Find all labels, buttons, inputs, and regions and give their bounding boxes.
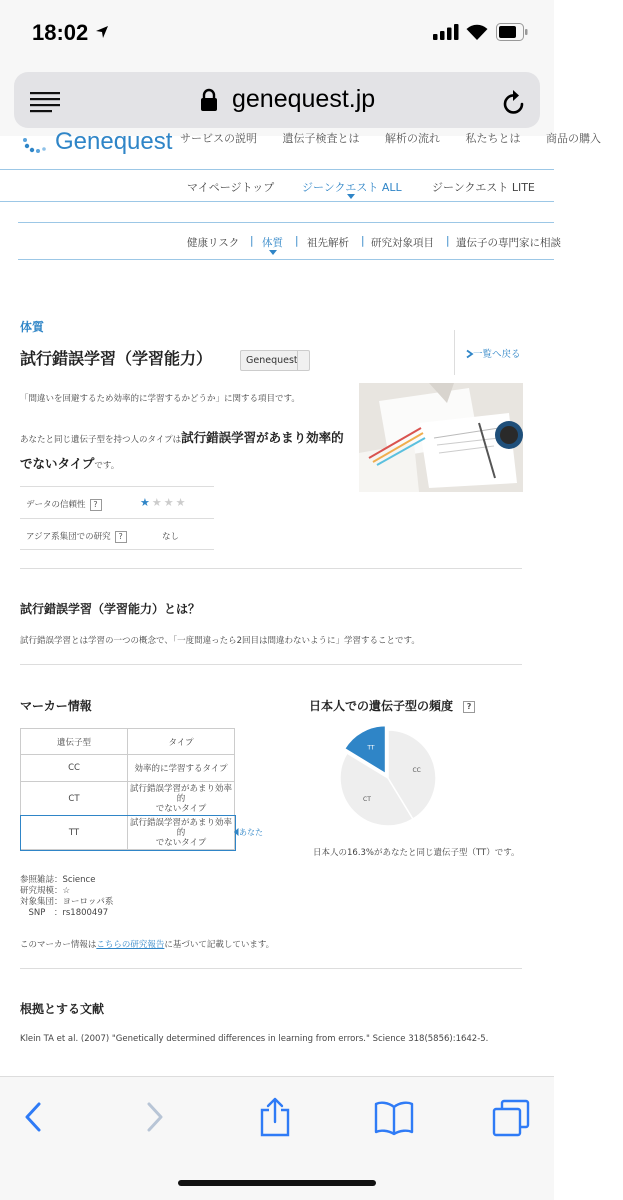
divider xyxy=(20,568,522,569)
bookmarks-icon[interactable] xyxy=(374,1101,414,1135)
back-to-list-link[interactable] xyxy=(466,346,521,360)
star-filled-icon: ★ xyxy=(140,496,152,509)
type-suffix: です。 xyxy=(94,461,120,471)
help-icon[interactable]: ? xyxy=(90,499,102,511)
top-nav-item[interactable]: サービスの説明 xyxy=(180,132,257,145)
forward-icon[interactable] xyxy=(146,1101,164,1133)
asian-study-value: なし xyxy=(162,532,180,542)
separator: | xyxy=(446,235,450,247)
logo-text[interactable]: Genequest xyxy=(55,128,173,155)
status-time: 18:02 xyxy=(32,20,89,45)
source-dropdown[interactable] xyxy=(240,350,310,371)
top-nav-item[interactable]: 遺伝子検査とは xyxy=(282,132,360,145)
tab-mypage-top[interactable]: マイページトップ xyxy=(187,181,275,194)
tab-genequest-all[interactable]: ジーンクエスト ALL xyxy=(302,181,402,194)
url-text: genequest.jp xyxy=(232,85,376,113)
category-consult-expert[interactable]: 遺伝子の専門家に相談 xyxy=(456,237,561,249)
reload-icon[interactable] xyxy=(502,89,526,115)
site-header xyxy=(0,128,601,170)
battery-icon xyxy=(496,23,528,41)
table-row xyxy=(21,782,235,816)
tab-genequest-lite[interactable]: ジーンクエスト LITE xyxy=(432,181,535,194)
chevron-down-icon xyxy=(297,351,309,370)
category-ancestry[interactable]: 祖先解析 xyxy=(307,237,349,249)
table-row xyxy=(21,755,235,782)
browser-address-area xyxy=(0,66,554,136)
source-dropdown-label: Genequest xyxy=(246,355,298,366)
type-cell: 試行錯誤学習があまり効率的 でないタイプ xyxy=(128,816,235,850)
table-header-row xyxy=(21,729,235,755)
top-nav-item[interactable]: 私たちとは xyxy=(465,132,521,145)
table-row xyxy=(20,518,214,550)
type-prefix: あなたと同じ遺伝子型を持つ人のタイプは xyxy=(20,435,182,445)
category-nav xyxy=(18,222,561,260)
type-cell: 試行錯誤学習があまり効率的 でないタイプ xyxy=(128,782,235,816)
wifi-icon xyxy=(466,24,488,40)
genequest-logo-icon[interactable] xyxy=(22,126,52,156)
back-icon[interactable] xyxy=(24,1101,42,1133)
category-health-risk[interactable]: 健康リスク xyxy=(187,237,240,249)
type-result: 試行錯誤学習があまり効率的でないタイプ xyxy=(20,430,344,471)
back-link-label: 一覧へ戻る xyxy=(473,349,521,360)
you-label: あなた xyxy=(239,828,263,837)
reliability-table xyxy=(20,486,214,550)
divider xyxy=(20,968,522,969)
about-text: 試行錯誤学習とは学習の一つの概念で、「一度間違ったら2回目は間違わないように」学習することです。 xyxy=(20,636,420,646)
top-nav-item[interactable]: 商品の購入 xyxy=(546,132,601,145)
help-icon[interactable]: ? xyxy=(115,531,127,543)
reliability-label: データの信頼性 xyxy=(26,500,86,510)
separator: | xyxy=(250,235,254,247)
about-title: 試行錯誤学習（学習能力）とは？ xyxy=(20,602,201,616)
share-icon[interactable] xyxy=(259,1097,291,1137)
header-type: タイプ xyxy=(128,729,235,755)
literature-text: Klein TA et al. (2007) "Genetically determined differences in learning from errors." Science 318(5856):1642-5. xyxy=(20,1034,489,1044)
tabs-icon[interactable] xyxy=(492,1099,530,1137)
lock-icon xyxy=(200,88,218,112)
cellular-signal-icon xyxy=(433,24,459,40)
table-row-highlighted xyxy=(21,816,235,850)
marker-table xyxy=(20,728,235,850)
genotype-cell: CT xyxy=(21,782,128,816)
reliability-stars xyxy=(140,496,188,509)
help-icon[interactable]: ? xyxy=(463,701,475,713)
research-report-link[interactable]: こちらの研究報告 xyxy=(96,940,165,950)
divider xyxy=(20,664,522,665)
active-indicator-icon xyxy=(347,194,355,199)
star-empty-icon: ★ xyxy=(163,496,176,509)
table-row xyxy=(20,486,214,518)
genotype-cell: TT xyxy=(21,816,128,850)
separator: | xyxy=(361,235,365,247)
freq-title: 日本人での遺伝子型の頻度 ? xyxy=(309,697,475,714)
top-nav-item[interactable]: 解析の流れ xyxy=(385,132,440,145)
pie-label-tt: TT xyxy=(367,744,375,752)
frequency-note: 日本人の16.3%があなたと同じ遺伝子型（TT）です。 xyxy=(313,848,520,858)
pie-label-ct: CT xyxy=(363,796,371,804)
address-bar[interactable] xyxy=(14,72,540,128)
page-title: 試行錯誤学習（学習能力） xyxy=(20,349,213,368)
type-cell: 効率的に学習するタイプ xyxy=(128,755,235,782)
based-on-text: このマーカー情報はこちらの研究報告に基づいて記載しています。 xyxy=(20,940,275,950)
desk-photo xyxy=(359,383,523,492)
star-empty-icon: ★ xyxy=(151,496,164,509)
home-indicator xyxy=(178,1180,376,1186)
reader-menu-icon[interactable] xyxy=(30,92,60,112)
location-arrow-icon xyxy=(95,25,109,39)
asian-study-label: アジア系集団での研究 xyxy=(26,532,111,542)
type-result-text xyxy=(20,426,350,478)
chevron-right-icon xyxy=(466,350,473,358)
top-nav xyxy=(180,130,623,146)
reference-info: 参照雑誌：Science 研究規模：☆ 対象集団：ヨーロッパ系 SNP ：rs1800497 xyxy=(20,875,114,918)
marker-title: マーカー情報 xyxy=(20,699,92,713)
category-constitution[interactable]: 体質 xyxy=(262,237,283,249)
header-genotype: 遺伝子型 xyxy=(21,729,128,755)
star-empty-icon: ★ xyxy=(175,496,188,509)
literature-title: 根拠とする文献 xyxy=(20,1002,105,1016)
sub-nav xyxy=(0,170,554,202)
category-research-items[interactable]: 研究対象項目 xyxy=(371,237,434,249)
genotype-pie-chart xyxy=(338,728,438,832)
separator: | xyxy=(295,235,299,247)
item-description: 「間違いを回避するため効率的に学習するかどうか」に関する項目です。 xyxy=(20,394,300,404)
divider xyxy=(454,330,455,375)
pie-label-cc: CC xyxy=(412,766,421,774)
status-bar xyxy=(0,0,554,66)
active-indicator-icon xyxy=(269,250,277,255)
you-marker xyxy=(234,827,263,838)
genotype-cell: CC xyxy=(21,755,128,782)
category-label: 体質 xyxy=(20,320,45,334)
